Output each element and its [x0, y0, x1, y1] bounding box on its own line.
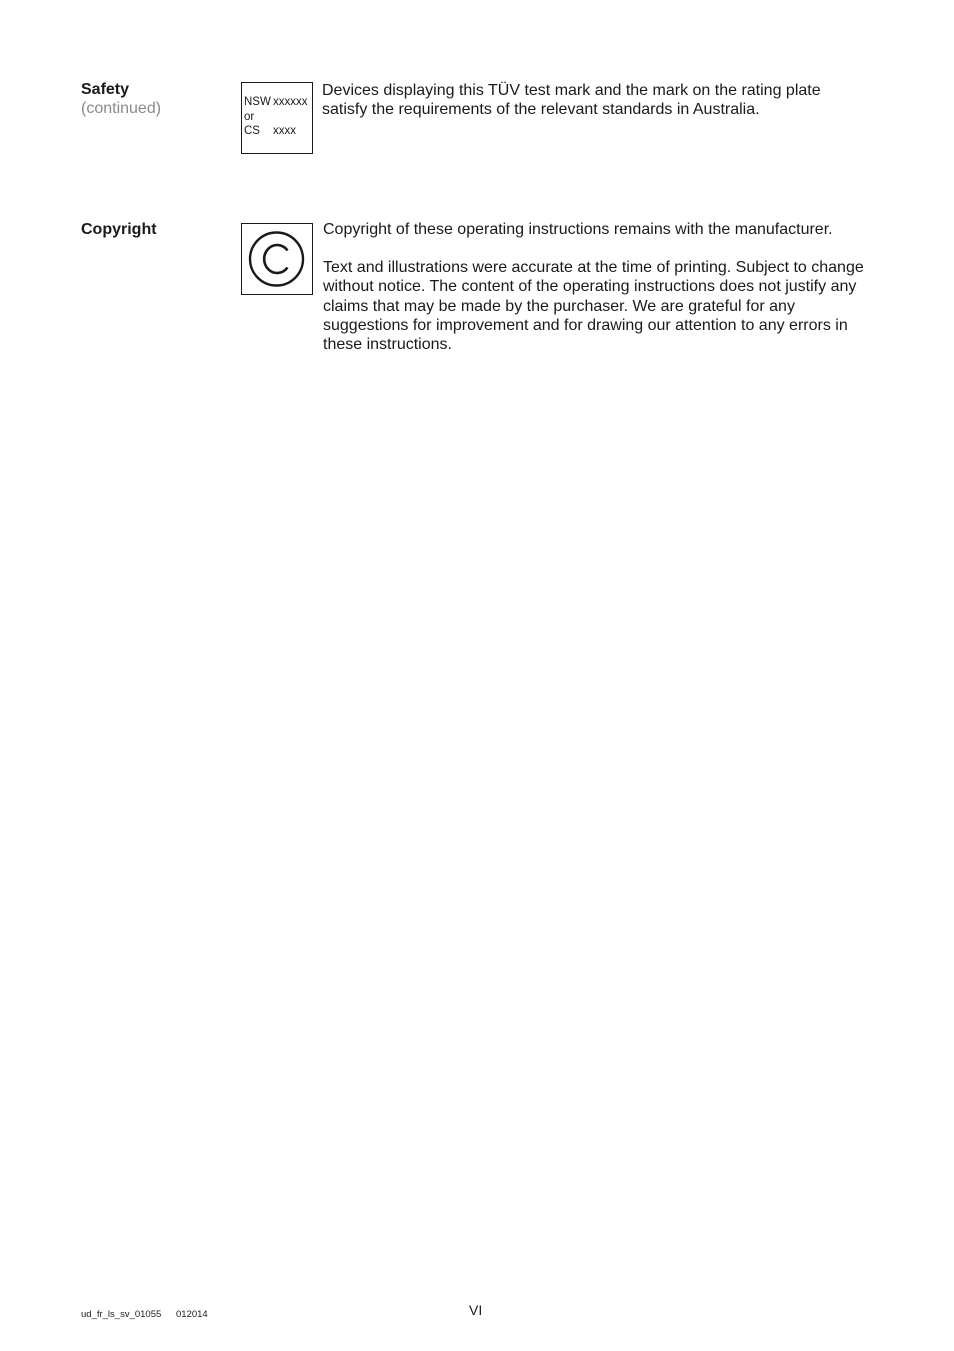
mark-cs-number: xxxx: [273, 125, 296, 137]
copyright-paragraph-1: Copyright of these operating instructions remains with the manufacturer.: [323, 221, 833, 238]
mark-nsw-number: xxxxxx: [273, 96, 308, 108]
mark-or-label: or: [244, 111, 255, 123]
safety-continued-label: (continued): [81, 100, 162, 117]
copyright-heading: Copyright: [81, 221, 157, 238]
tuv-test-mark: [241, 82, 313, 154]
safety-text: Devices displaying this TÜV test mark and the mark on the rating plate satisfy the requirements of the relevant standards in Australia.: [322, 82, 821, 119]
safety-heading: Safety: [81, 81, 130, 98]
page-number: VI: [469, 1302, 483, 1318]
copyright-symbol-box: [241, 223, 313, 295]
copyright-icon: [242, 224, 311, 293]
footer-doc-code: ud_fr_ls_sv_01055: [81, 1309, 162, 1320]
footer-date-code: 012014: [176, 1309, 208, 1320]
mark-nsw-label: NSW: [244, 96, 271, 108]
copyright-paragraph-2: Text and illustrations were accurate at the time of printing. Subject to change without notice. The content of the operating instructions does not justify any claims that may be made by the purchaser. We are grateful for any suggestions for improvement and for drawing our attention to any errors in these instructions.: [323, 259, 864, 354]
mark-cs-label: CS: [244, 125, 260, 137]
